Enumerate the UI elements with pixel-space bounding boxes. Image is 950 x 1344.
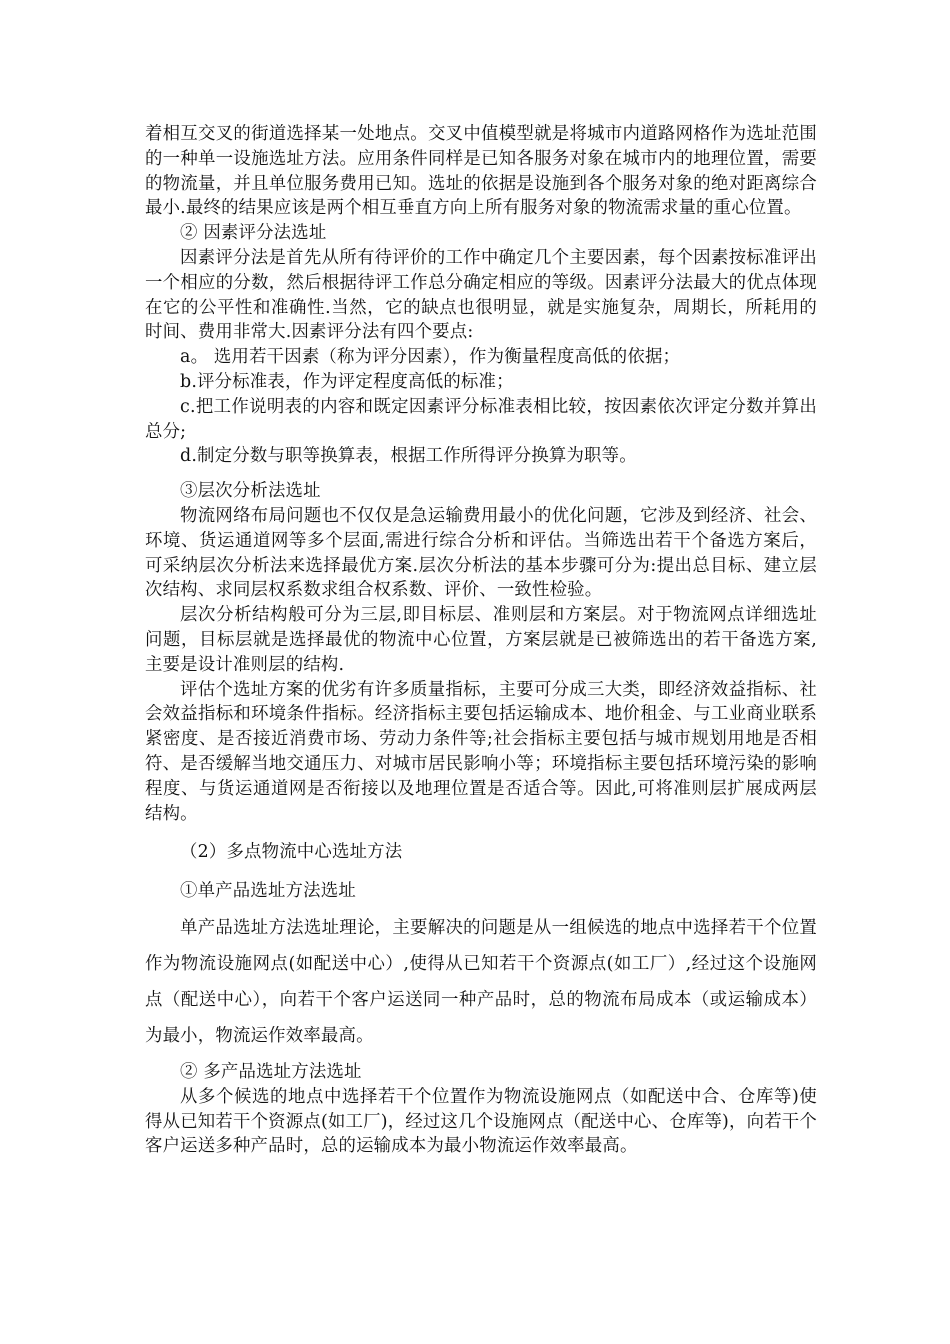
heading-multi-point: （2）多点物流中心选址方法 [180, 842, 403, 863]
heading-multi-product: ② 多产品选址方法选址 [180, 1061, 362, 1082]
paragraph-ahp-indicators: 评估个选址方案的优劣有许多质量指标，主要可分成三大类，即经济效益指标、社会效益指标和环境条件指标。经济指标主要包括运输成本、地价租金、与工业商业联系紧密度、是否接近消费市场、劳动力条件等;社会指标主要包括与城市规划用地是否相符、是否缓解当地交通压力、对城市居民影响小等；环境指标主要包括环境污染的影响程度、与货运通道网是否衔接以及地理位置是否适合等。因此,可将准则层扩展成两层结构。 [145, 679, 817, 824]
paragraph-cross-median: 着相互交叉的街道选择某一处地点。交叉中值模型就是将城市内道路网格作为选址范围的一种单一设施选址方法。应用条件同样是已知各服务对象在城市内的地理位置，需要的物流量，并且单位服务费用已知。选址的依据是设施到各个服务对象的绝对距离综合最小.最终的结果应该是两个相互垂直方向上所有服务对象的物流需求量的重心位置。 [145, 124, 817, 219]
paragraph-multi-product: 从多个候选的地点中选择若干个位置作为物流设施网点（如配送中合、仓库等)使得从已知若干个资源点(如工厂)，经过这几个设施网点（配送中心、仓库等)，向若干个客户运送多种产品时，总的运输成本为最小物流运作效率最高。 [145, 1086, 817, 1157]
heading-factor-scoring: ② 因素评分法选址 [180, 223, 327, 244]
document-page [145, 122, 817, 1159]
list-item-c: c.把工作说明表的内容和既定因素评分标准表相比较，按因素依次评定分数并算出总分; [145, 396, 817, 442]
paragraph-ahp-intro: 物流网络布局问题也不仅仅是急运输费用最小的优化问题，它涉及到经济、社会、环境、货运通道网等多个层面,需进行综合分析和评估。当筛选出若干个备选方案后，可采纳层次分析法来选择最优方案.层次分析法的基本步骤可分为:提出总目标、建立层次结构、求同层权系数求组合权系数、评价、一致性检验。 [145, 505, 817, 601]
list-item-a: a。 选用若干因素（称为评分因素），作为衡量程度高低的依据； [180, 347, 681, 368]
paragraph-ahp-structure: 层次分析结构般可分为三层,即目标层、准则层和方案层。对于物流网点详细选址问题，目标层就是选择最优的物流中心位置，方案层就是已被筛选出的若干备选方案,主要是设计准则层的结构. [145, 605, 817, 675]
paragraph-factor-scoring: 因素评分法是首先从所有待评价的工作中确定几个主要因素，每个因素按标准评出一个相应的分数，然后根据待评工作总分确定相应的等级。因素评分法最大的优点体现在它的公平性和准确性.当然，它的缺点也很明显，就是实施复杂，周期长，所耗用的时间、费用非常大.因素评分法有四个要点: [145, 247, 817, 343]
paragraph-single-product: 单产品选址方法选址理论，主要解决的问题是从一组候选的地点中选择若干个位置作为物流设施网点(如配送中心）,使得从已知若干个资源点(如工厂）,经过这个设施网点（配送中心），向若干个客户运送同一种产品时，总的物流布局成本（或运输成本）为最小，物流运作效率最高。 [145, 917, 817, 1046]
list-item-d: d.制定分数与职等换算表，根据工作所得评分换算为职等。 [180, 446, 637, 467]
heading-ahp: ③层次分析法选址 [180, 481, 321, 502]
list-item-b: b.评分标准表，作为评定程度高低的标准； [180, 371, 514, 392]
heading-single-product: ①单产品选址方法选址 [180, 881, 356, 902]
